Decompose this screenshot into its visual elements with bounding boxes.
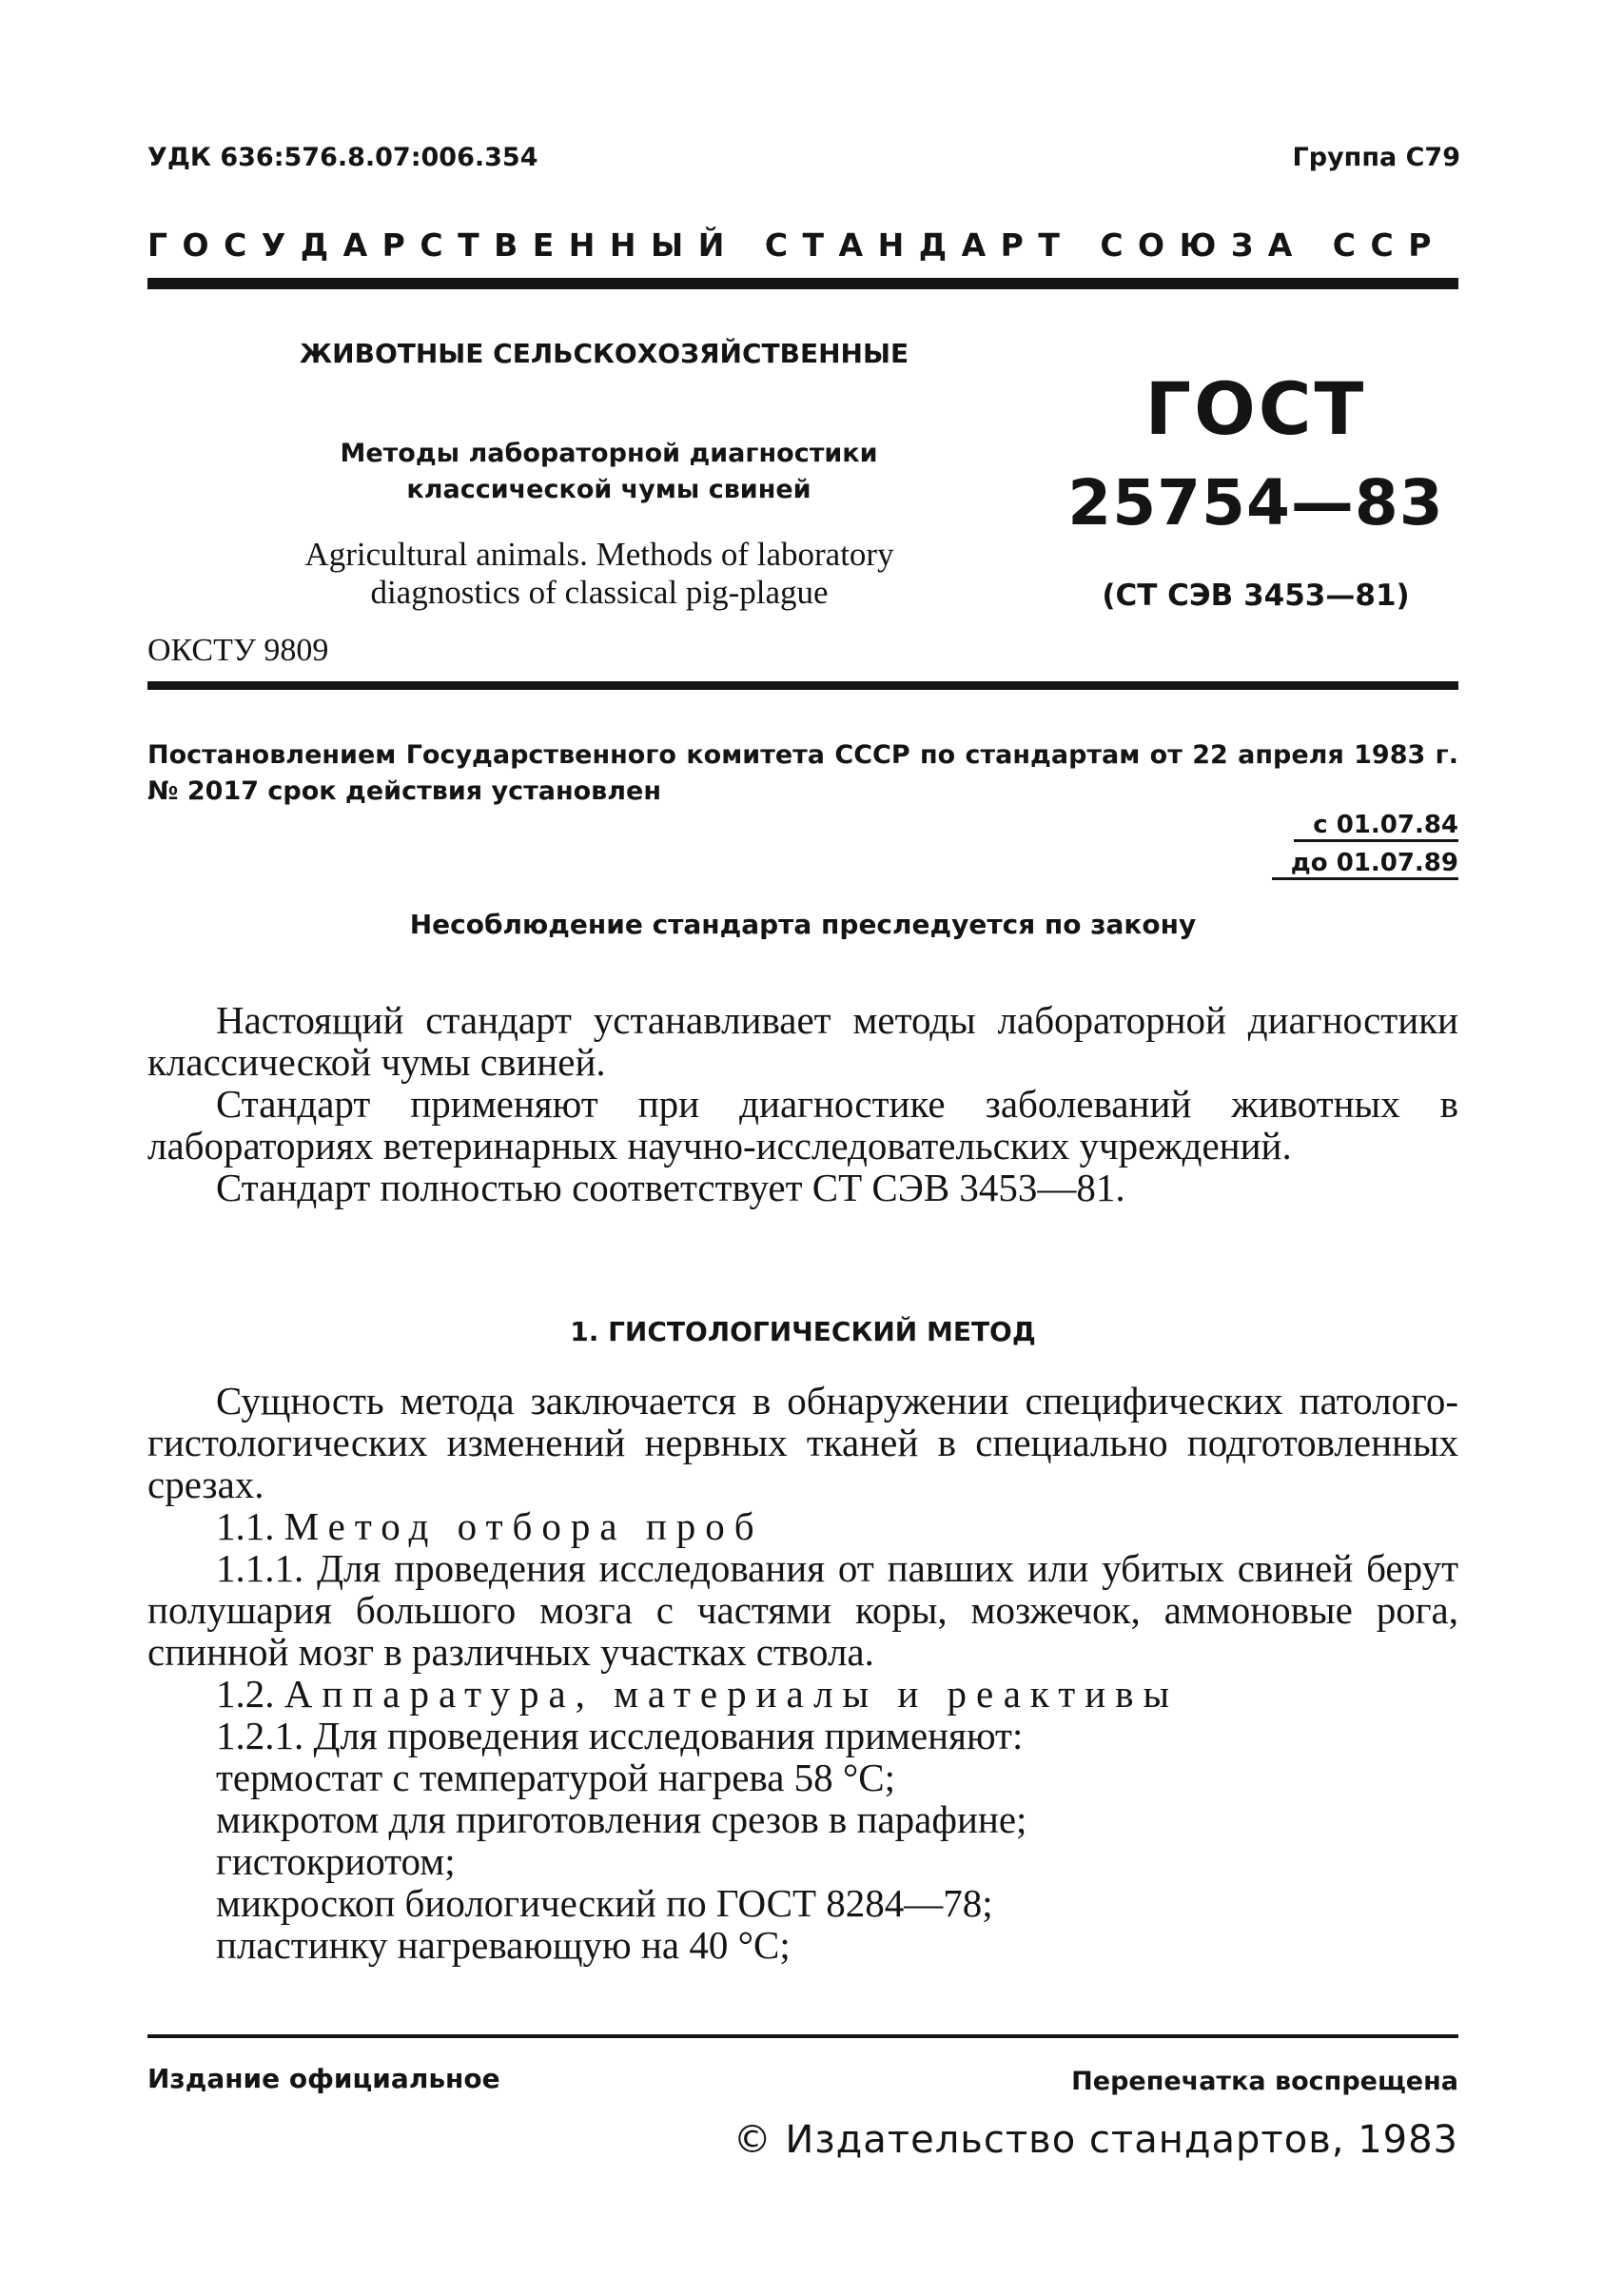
date-to: до 01.07.89 — [1272, 849, 1458, 880]
st-sev-number: (СТ СЭВ 3453—81) — [1102, 579, 1410, 613]
subsection-1-1-number: 1.1. — [216, 1504, 275, 1548]
subsection-1-1 — [147, 1505, 1458, 1547]
english-title-line-1: Agricultural animals. Methods of laboratory — [304, 536, 894, 573]
intro-section — [147, 999, 1458, 1208]
list-item: микроскоп биологический по ГОСТ 8284—78; — [216, 1881, 993, 1925]
subtitle-line-2: классической чумы свиней — [406, 475, 811, 504]
title-rule — [147, 681, 1458, 690]
header-rule — [147, 278, 1458, 289]
list-item: гистокриотом; — [216, 1839, 456, 1883]
english-title — [200, 536, 999, 612]
list-item: термостат с температурой нагрева 58 °С; — [216, 1756, 896, 1799]
udk-code: УДК 636:576.8.07:006.354 — [147, 143, 538, 172]
decree-text: Постановлением Государственного комитета СССР по стандартам от 22 апреля 1983 г. № 2017 срок действия установлен — [147, 740, 1458, 806]
clause-1-1-1: 1.1.1. Для проведения исследования от павших или убитых свиней берут полушария большого мозга с частями коры, мозжечок, аммоновые рога, спинной мозг в различных участках ствола. — [147, 1546, 1458, 1674]
footer-rule — [147, 2034, 1458, 2038]
subsection-1-1-title: Метод отбора проб — [283, 1504, 764, 1548]
date-from: с 01.07.84 — [1294, 811, 1458, 842]
reprint-notice: Перепечатка воспрещена — [1071, 2067, 1458, 2096]
method-essence: Сущность метода заключается в обнаружении специфических патолого-гистологических изменений нервных тканей в специально подготовленных срезах. — [147, 1379, 1458, 1506]
subtitle-line-1: Методы лабораторной диагностики — [340, 439, 878, 468]
gost-number: 25754—83 — [1067, 466, 1444, 540]
english-title-line-2: diagnostics of classical pig-plague — [370, 574, 829, 611]
subsection-1-2-title: Аппаратура, материалы и реактивы — [283, 1672, 1180, 1716]
official-edition: Издание официальное — [147, 2063, 500, 2094]
subsection-1-2-number: 1.2. — [216, 1672, 275, 1716]
okstu-code: ОКСТУ 9809 — [147, 633, 329, 668]
intro-paragraph-3: Стандарт полностью соответствует СТ СЭВ 3453—81. — [216, 1166, 1125, 1209]
group-code: Группа С79 — [1292, 143, 1460, 172]
intro-paragraph-2: Стандарт применяют при диагностике заболеваний животных в лабораториях ветеринарных научно-исследовательских учреждений. — [147, 1082, 1458, 1168]
subsection-1-2 — [147, 1673, 1458, 1715]
document-subtitle — [238, 436, 980, 508]
list-item: пластинку нагревающую на 40 °С; — [216, 1923, 791, 1967]
gost-label: ГОСТ — [1144, 366, 1367, 451]
list-item: микротом для приготовления срезов в парафине; — [216, 1797, 1027, 1841]
copyright: © Издательство стандартов, 1983 — [733, 2118, 1458, 2162]
penalty-notice: Несоблюдение стандарта преследуется по закону — [409, 909, 1197, 940]
equipment-list — [147, 1756, 1458, 1966]
section-1-body — [147, 1380, 1458, 1966]
section-1-heading: 1. ГИСТОЛОГИЧЕСКИЙ МЕТОД — [570, 1316, 1036, 1347]
validity-dates — [1272, 806, 1458, 882]
clause-1-2-1: 1.2.1. Для проведения исследования применяют: — [216, 1714, 1024, 1757]
document-title: ЖИВОТНЫЕ СЕЛЬСКОХОЗЯЙСТВЕННЫЕ — [299, 338, 909, 369]
standard-line: ГОСУДАРСТВЕННЫЙ СТАНДАРТ СОЮЗА ССР — [147, 226, 1446, 264]
intro-paragraph-1: Настоящий стандарт устанавливает методы лабораторной диагностики классической чумы свиней. — [147, 998, 1458, 1084]
